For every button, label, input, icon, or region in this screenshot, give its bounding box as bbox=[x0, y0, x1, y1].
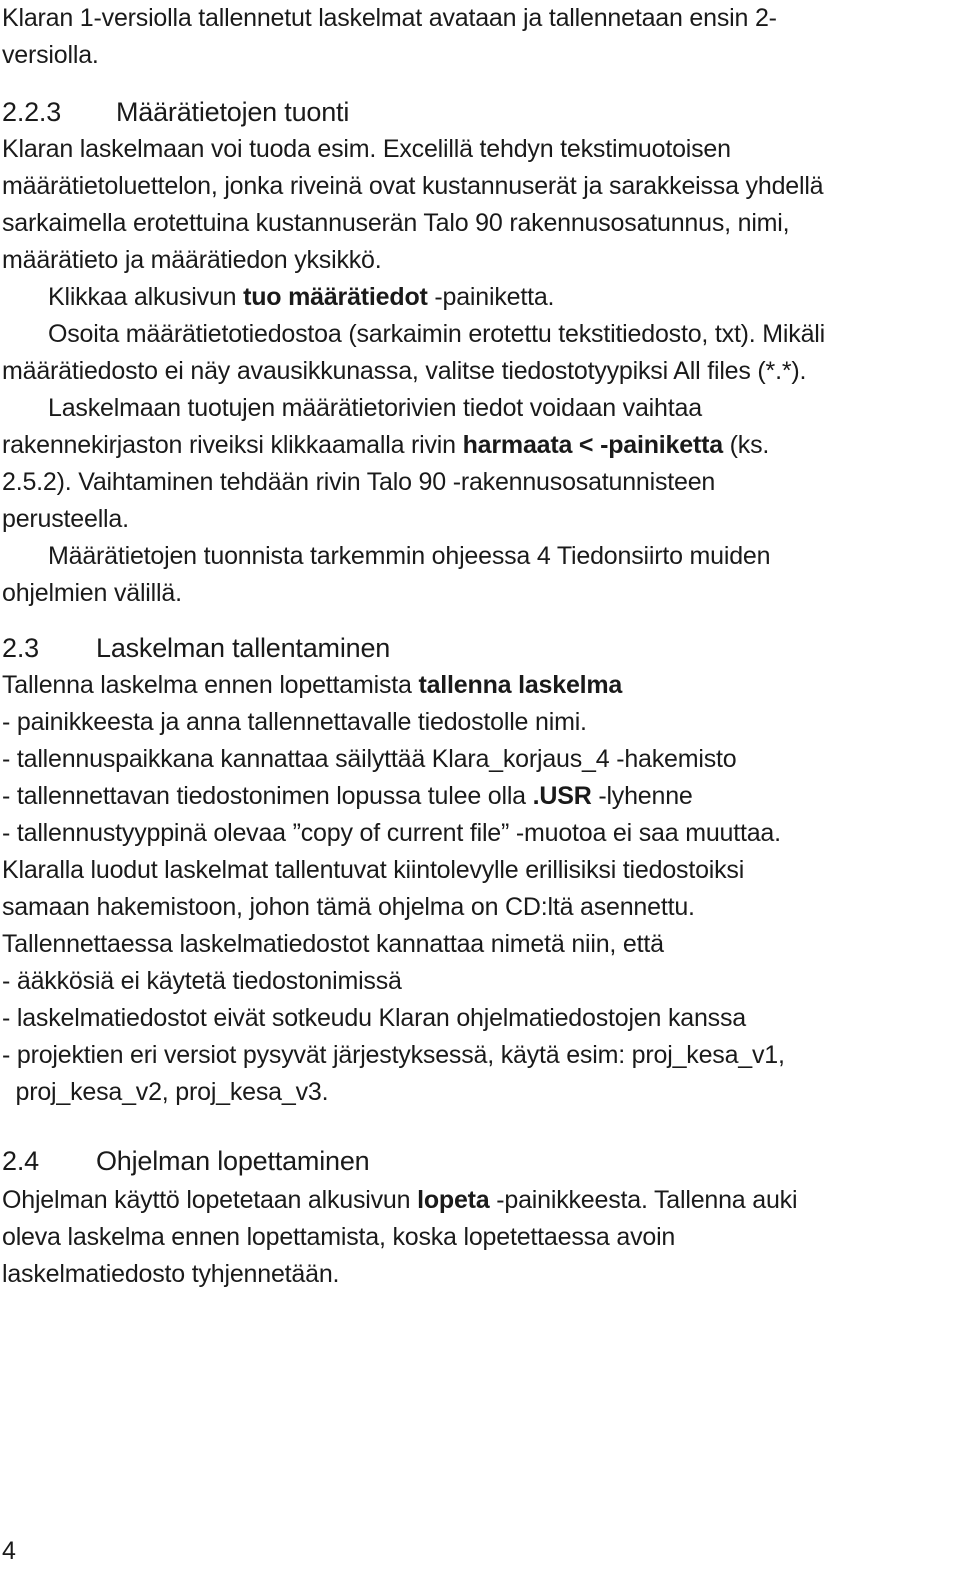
step-tuonnista-line-2: ohjelmien välillä. bbox=[2, 579, 182, 607]
paragraph-line: Klaran laskelmaan voi tuoda esim. Excelillä tehdyn tekstimuotoisen bbox=[2, 135, 731, 163]
page-number: 4 bbox=[2, 1537, 16, 1565]
save-line-8: Tallennettaessa laskelmatiedostot kannattaa nimetä niin, että bbox=[2, 930, 664, 958]
step-osoita-line-1: Osoita määrätietotiedostoa (sarkaimin erotettu tekstitiedosto, txt). Mikäli bbox=[48, 320, 825, 348]
save-line-1: Tallenna laskelma ennen lopettamista tallenna laskelma bbox=[2, 671, 623, 699]
save-line-11: - projektien eri versiot pysyvät järjestyksessä, käytä esim: proj_kesa_v1, bbox=[2, 1041, 785, 1069]
step-laskelmaan-line-1: Laskelmaan tuotujen määrätietorivien tiedot voidaan vaihtaa bbox=[48, 394, 702, 422]
intro-line-1: Klaran 1-versiolla tallennetut laskelmat avataan ja tallennetaan ensin 2- bbox=[2, 4, 777, 32]
bold-button-name: lopeta bbox=[417, 1186, 490, 1214]
save-line-12: proj_kesa_v2, proj_kesa_v3. bbox=[2, 1078, 329, 1106]
save-line-4: - tallennettavan tiedostonimen lopussa tulee olla .USR -lyhenne bbox=[2, 782, 693, 810]
section-title: Määrätietojen tuonti bbox=[116, 97, 350, 127]
step-laskelmaan-line-2: rakennekirjaston riveiksi klikkaamalla rivin harmaata < -painiketta (ks. bbox=[2, 431, 770, 459]
quit-line-1: Ohjelman käyttö lopetetaan alkusivun lopeta -painikkeesta. Tallenna auki bbox=[2, 1186, 798, 1214]
step-laskelmaan-line-4: perusteella. bbox=[2, 505, 129, 533]
section-heading-2-4 bbox=[2, 1143, 952, 1180]
save-line-3: - tallennuspaikkana kannattaa säilyttää Klara_korjaus_4 -hakemisto bbox=[2, 745, 737, 773]
quit-line-2: oleva laskelma ennen lopettamista, koska lopetettaessa avoin bbox=[2, 1223, 676, 1251]
paragraph-line: määrätieto ja määrätiedon yksikkö. bbox=[2, 246, 382, 274]
quit-line-3: laskelmatiedosto tyhjennetään. bbox=[2, 1260, 340, 1288]
document-page bbox=[2, 0, 952, 1293]
section-heading-2-3 bbox=[2, 630, 952, 667]
step-osoita-line-2: määrätiedosto ei näy avausikkunassa, valitse tiedostotyypiksi All files (*.*). bbox=[2, 357, 807, 385]
section-title: Ohjelman lopettaminen bbox=[96, 1146, 370, 1176]
paragraph-line: sarkaimella erotettuina kustannuserän Talo 90 rakennusosatunnus, nimi, bbox=[2, 209, 790, 237]
section-number: 2.2.3 bbox=[2, 97, 62, 127]
save-line-6: Klaralla luodut laskelmat tallentuvat kiintolevylle erillisiksi tiedostoiksi bbox=[2, 856, 745, 884]
bold-extension: .USR bbox=[532, 782, 592, 810]
intro-line-2: versiolla. bbox=[2, 41, 99, 69]
paragraph-line: määrätietoluettelon, jonka riveinä ovat kustannuserät ja sarakkeissa yhdellä bbox=[2, 172, 824, 200]
section-number: 2.3 bbox=[2, 633, 39, 663]
step-tuonnista-line-1: Määrätietojen tuonnista tarkemmin ohjeessa 4 Tiedonsiirto muiden bbox=[48, 542, 771, 570]
bold-button-name: tuo määrätiedot bbox=[243, 283, 428, 311]
section-heading-2-2-3 bbox=[2, 94, 952, 131]
section-title: Laskelman tallentaminen bbox=[96, 633, 391, 663]
save-line-7: samaan hakemistoon, johon tämä ohjelma on CD:ltä asennettu. bbox=[2, 893, 695, 921]
section-number: 2.4 bbox=[2, 1146, 39, 1176]
bold-button-name: tallenna laskelma bbox=[418, 671, 623, 699]
save-line-2: - painikkeesta ja anna tallennettavalle tiedostolle nimi. bbox=[2, 708, 587, 736]
save-line-5: - tallennustyyppinä olevaa ”copy of current file” -muotoa ei saa muuttaa. bbox=[2, 819, 781, 847]
step-laskelmaan-line-3: 2.5.2). Vaihtaminen tehdään rivin Talo 90 -rakennusosatunnisteen bbox=[2, 468, 716, 496]
bold-button-name: harmaata < -painiketta bbox=[462, 431, 723, 459]
save-line-9: - ääkkösiä ei käytetä tiedostonimissä bbox=[2, 967, 402, 995]
save-line-10: - laskelmatiedostot eivät sotkeudu Klaran ohjelmatiedostojen kanssa bbox=[2, 1004, 746, 1032]
step-tuo-maaratiedot: Klikkaa alkusivun tuo määrätiedot -painiketta. bbox=[48, 283, 555, 311]
